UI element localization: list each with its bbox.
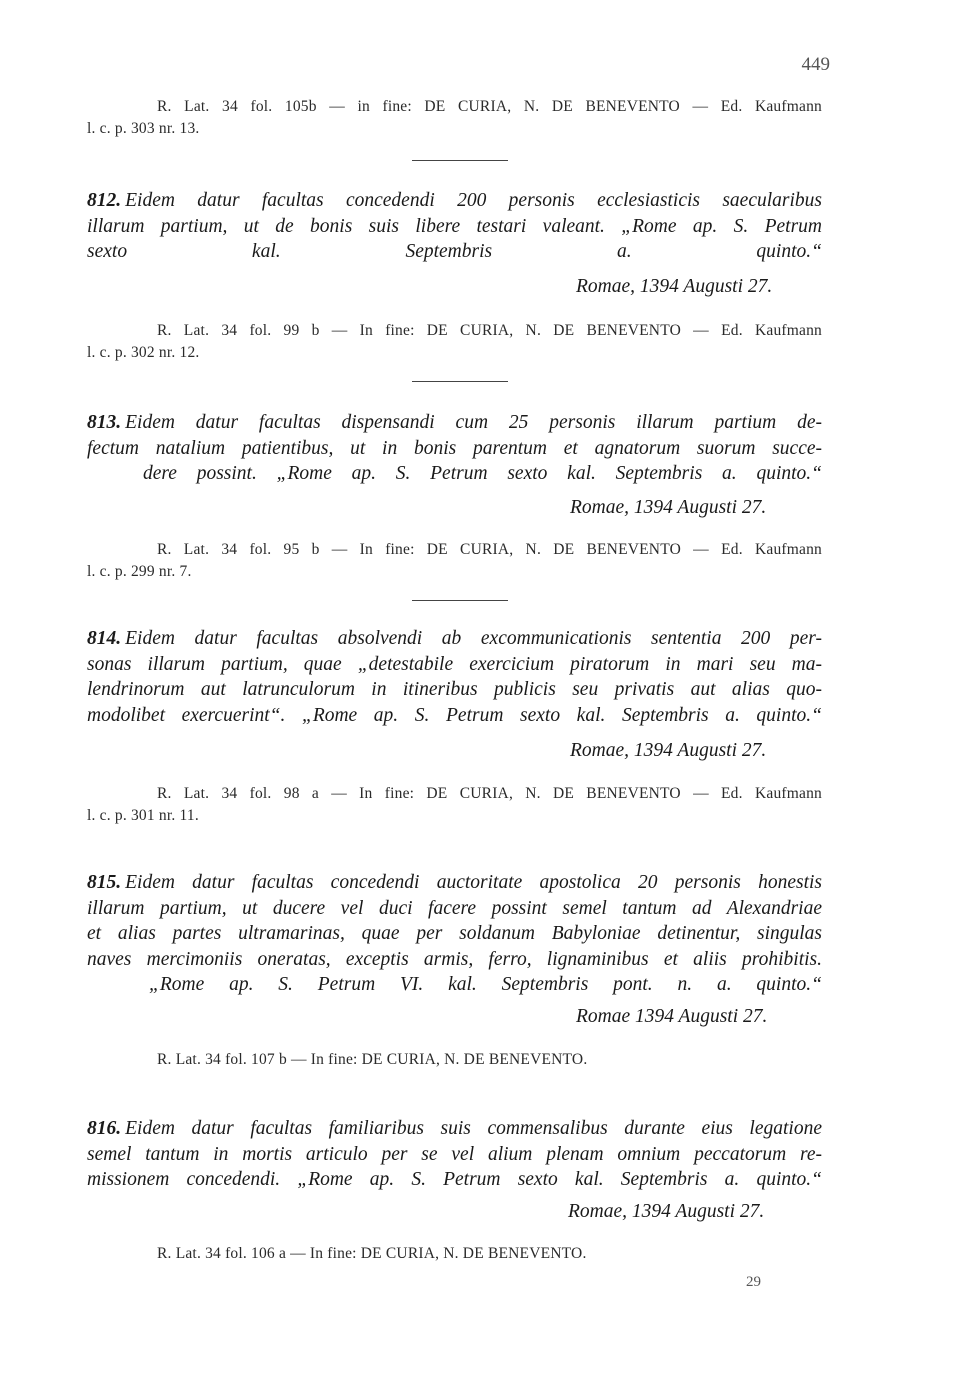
entry-date: Romae 1394 Augusti 27. xyxy=(576,1006,768,1027)
reference-line: R. Lat. 34 fol. 107 b — In fine: DE CURIA, N. DE BENEVENTO. xyxy=(157,1051,588,1068)
entry-text-line: sexto kal. Septembris a. quinto.“ xyxy=(87,241,822,262)
page-number: 449 xyxy=(801,54,830,75)
entry-number: 815. xyxy=(87,872,122,893)
entry-text-line: semel tantum in mortis articulo per se vel alium plenam omnium peccatorum re- xyxy=(87,1143,822,1165)
entry-text-line: fectum natalium patientibus, ut in bonis parentum et agnatorum suorum succe- xyxy=(87,437,822,459)
reference-line: R. Lat. 34 fol. 99 b — In fine: DE CURIA, N. DE BENEVENTO — Ed. Kaufmann xyxy=(157,322,822,339)
entry-text-line: sonas illarum partium, quae „detestabile exercicium piratorum in mari seu ma- xyxy=(87,653,822,675)
register-reference xyxy=(87,783,822,827)
register-reference xyxy=(87,96,822,140)
entry-text-line: missionem concedendi. „Rome ap. S. Petrum sexto kal. Septembris a. quinto.“ xyxy=(87,1169,822,1190)
entry-text-line: modolibet exercuerint“. „Rome ap. S. Petrum sexto kal. Septembris a. quinto.“ xyxy=(87,704,822,726)
reference-line: R. Lat. 34 fol. 98 a — In fine: DE CURIA, N. DE BENEVENTO — Ed. Kaufmann xyxy=(157,785,822,802)
reference-line: R. Lat. 34 fol. 106 a — In fine: DE CURIA, N. DE BENEVENTO. xyxy=(157,1245,587,1262)
entry-text-line: lendrinorum aut latrunculorum in itineribus publicis seu privatis aut alias quo- xyxy=(87,679,822,700)
entry-text-line: illarum partium, ut de bonis suis libere testari valeant. „Rome ap. S. Petrum xyxy=(87,215,822,237)
entry-text-line: Eidem datur facultas concedendi auctoritate apostolica 20 personis honestis xyxy=(125,872,822,893)
entry-text-line: et alias partes ultramarinas, quae per soldanum Babyloniae detinentur, singulas xyxy=(87,923,822,944)
register-reference xyxy=(87,1049,822,1071)
entry-text-line: Eidem datur facultas familiaribus suis commensalibus durante eius legatione xyxy=(125,1118,822,1139)
entry-813 xyxy=(87,410,822,487)
entry-815 xyxy=(87,870,822,998)
reference-line: R. Lat. 34 fol. 95 b — In fine: DE CURIA, N. DE BENEVENTO — Ed. Kaufmann xyxy=(157,541,822,558)
entry-date: Romae, 1394 Augusti 27. xyxy=(570,497,767,518)
entry-number: 813. xyxy=(87,412,122,433)
entry-text-line: Eidem datur facultas dispensandi cum 25 personis illarum partium de- xyxy=(125,412,822,433)
entry-816 xyxy=(87,1116,822,1193)
entry-text-line: Eidem datur facultas absolvendi ab excommunicationis sententia 200 per- xyxy=(125,628,822,649)
register-reference xyxy=(87,539,822,583)
reference-line: l. c. p. 299 nr. 7. xyxy=(87,563,192,580)
separator-rule xyxy=(412,381,508,382)
reference-line: l. c. p. 302 nr. 12. xyxy=(87,344,200,361)
signature-mark: 29 xyxy=(746,1274,761,1290)
register-reference xyxy=(87,320,822,364)
entry-number: 816. xyxy=(87,1118,122,1139)
entry-number: 814. xyxy=(87,628,122,649)
entry-text-line: Eidem datur facultas concedendi 200 personis ecclesiasticis saecularibus xyxy=(125,190,822,211)
entry-date: Romae, 1394 Augusti 27. xyxy=(576,276,773,297)
entry-text-line: naves mercimoniis oneratas, exceptis armis, ferro, lignaminibus et aliis prohibitis. xyxy=(87,948,822,970)
reference-line: l. c. p. 301 nr. 11. xyxy=(87,807,199,824)
entry-812 xyxy=(87,188,822,265)
entry-814 xyxy=(87,626,822,728)
reference-line: R. Lat. 34 fol. 105b — in fine: DE CURIA, N. DE BENEVENTO — Ed. Kaufmann xyxy=(157,98,822,115)
separator-rule xyxy=(412,160,508,161)
entry-text-line: „Rome ap. S. Petrum VI. kal. Septembris pont. n. a. quinto.“ xyxy=(149,974,822,995)
entry-date: Romae, 1394 Augusti 27. xyxy=(568,1201,765,1222)
entry-text-line: dere possint. „Rome ap. S. Petrum sexto kal. Septembris a. quinto.“ xyxy=(143,463,822,484)
separator-rule xyxy=(412,600,508,601)
register-reference xyxy=(87,1243,822,1265)
entry-number: 812. xyxy=(87,190,122,211)
entry-date: Romae, 1394 Augusti 27. xyxy=(570,740,767,761)
reference-line: l. c. p. 303 nr. 13. xyxy=(87,120,200,137)
entry-text-line: illarum partium, ut ducere vel duci facere possint semel tantum ad Alexandriae xyxy=(87,897,822,919)
